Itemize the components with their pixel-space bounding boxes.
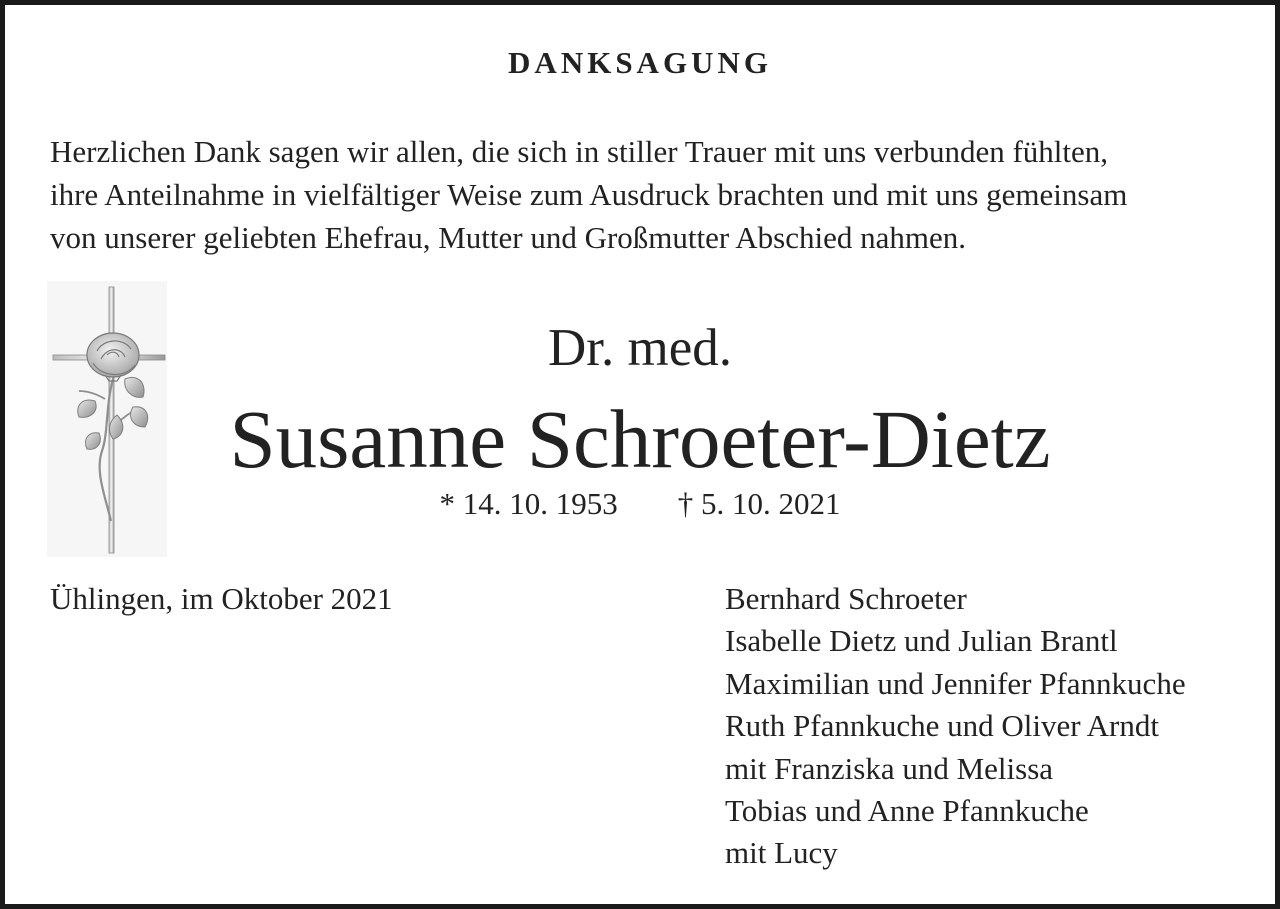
death-date: † 5. 10. 2021 — [677, 486, 841, 521]
signatory: mit Lucy — [725, 835, 838, 871]
signatory: Bernhard Schroeter — [725, 581, 967, 616]
notice-heading: DANKSAGUNG — [508, 45, 772, 80]
signatory: Tobias und Anne Pfannkuche — [725, 793, 1089, 829]
intro-line: von unserer geliebten Ehefrau, Mutter und Großmutter Abschied nahmen. — [50, 220, 966, 255]
intro-line: Herzlichen Dank sagen wir allen, die sich in stiller Trauer mit uns verbunden fühlten, — [50, 134, 1109, 169]
signatory: Isabelle Dietz und Julian Brantl — [725, 623, 1118, 659]
signatory: Ruth Pfannkuche und Oliver Arndt — [725, 708, 1159, 744]
deceased-title: Dr. med. — [548, 319, 732, 377]
signatory: mit Franziska und Melissa — [725, 750, 1054, 786]
birth-date: * 14. 10. 1953 — [439, 486, 618, 521]
intro-line: ihre Anteilnahme in vielfältiger Weise zum Ausdruck brachten und mit uns gemeinsam — [50, 177, 1128, 212]
life-dates — [5, 483, 1275, 525]
signatories-list — [725, 578, 1186, 875]
intro-text — [50, 130, 1240, 259]
place-and-date: Ühlingen, im Oktober 2021 — [50, 581, 393, 616]
signatory: Maximilian und Jennifer Pfannkuche — [725, 665, 1186, 701]
deceased-name: Susanne Schroeter-Dietz — [229, 393, 1051, 485]
